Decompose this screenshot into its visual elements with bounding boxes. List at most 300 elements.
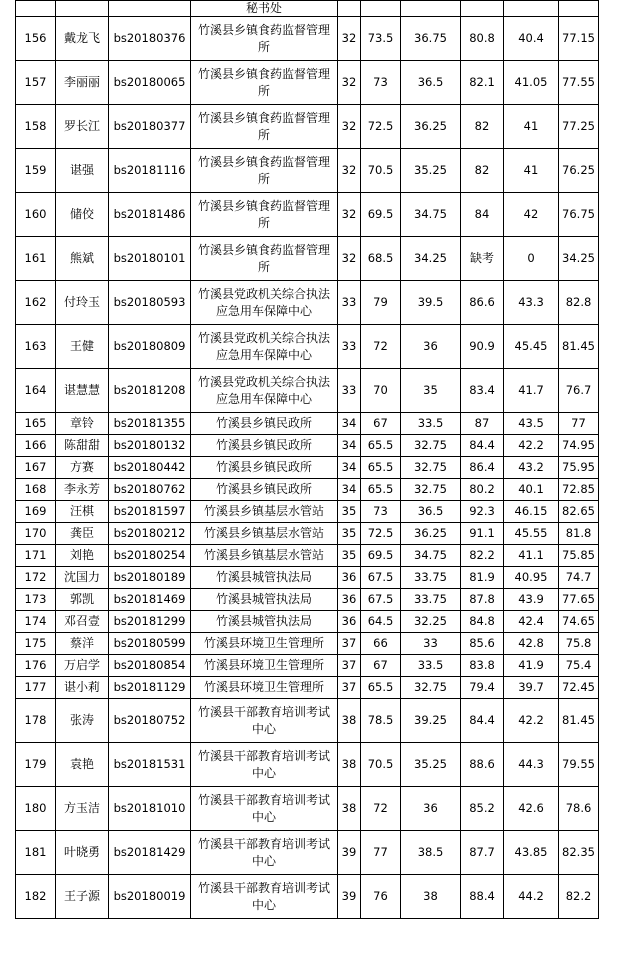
cell-written-score: 79 [361, 281, 401, 325]
cell-written-score: 76 [361, 875, 401, 919]
cell-exam-id: bs20180442 [109, 457, 191, 479]
cell-unit: 竹溪县城管执法局 [191, 589, 338, 611]
cell-position-code: 32 [338, 105, 361, 149]
cell-interview-score: 79.4 [461, 677, 504, 699]
cell-total-score: 74.7 [559, 567, 599, 589]
cell-interview-score: 84.8 [461, 611, 504, 633]
cell-no: 181 [16, 831, 56, 875]
cell-unit: 竹溪县乡镇食药监督管理所 [191, 149, 338, 193]
cell-written-score: 64.5 [361, 611, 401, 633]
cell-position-code: 39 [338, 875, 361, 919]
cell-total-score: 75.95 [559, 457, 599, 479]
cell-exam-id: bs20180132 [109, 435, 191, 457]
cell-interview-50pct: 43.5 [504, 413, 559, 435]
cell-name: 王子源 [56, 875, 109, 919]
cell-total-score: 75.85 [559, 545, 599, 567]
cell-exam-id: bs20181116 [109, 149, 191, 193]
cell-unit: 竹溪县乡镇食药监督管理所 [191, 105, 338, 149]
cell-unit: 竹溪县乡镇基层水管站 [191, 501, 338, 523]
cell-total-score: 77.25 [559, 105, 599, 149]
cell-unit: 竹溪县党政机关综合执法应急用车保障中心 [191, 369, 338, 413]
table-row [16, 61, 599, 105]
cell-unit: 竹溪县环境卫生管理所 [191, 677, 338, 699]
cell-written-50pct: 38.5 [401, 831, 461, 875]
cell-written-50pct: 32.75 [401, 677, 461, 699]
cell-written-50pct: 32.75 [401, 479, 461, 501]
cell-interview-50pct: 42.2 [504, 435, 559, 457]
cell-written-score: 67 [361, 413, 401, 435]
table-row [16, 633, 599, 655]
cell-total-score: 77.15 [559, 17, 599, 61]
cell-unit: 竹溪县党政机关综合执法应急用车保障中心 [191, 281, 338, 325]
cell-unit: 竹溪县乡镇基层水管站 [191, 523, 338, 545]
cell-unit: 竹溪县乡镇食药监督管理所 [191, 61, 338, 105]
cell-position-code: 36 [338, 589, 361, 611]
cell-written-50pct: 34.75 [401, 545, 461, 567]
cell-interview-50pct: 39.7 [504, 677, 559, 699]
cell-interview-50pct: 42.8 [504, 633, 559, 655]
cell-position-code: 32 [338, 17, 361, 61]
cell-exam-id: bs20181010 [109, 787, 191, 831]
cell-written-score: 66 [361, 633, 401, 655]
cell-interview-score: 86.4 [461, 457, 504, 479]
cell-total-score: 81.45 [559, 325, 599, 369]
cell-interview-score: 82.1 [461, 61, 504, 105]
cell-position-code: 39 [338, 831, 361, 875]
cell-interview-50pct: 41.05 [504, 61, 559, 105]
cell-unit: 竹溪县城管执法局 [191, 567, 338, 589]
cell-name: 谌小莉 [56, 677, 109, 699]
cell-exam-id: bs20180019 [109, 875, 191, 919]
cell-exam-id: bs20180599 [109, 633, 191, 655]
cell-no: 167 [16, 457, 56, 479]
cell-no: 182 [16, 875, 56, 919]
cell-exam-id: bs20180377 [109, 105, 191, 149]
cell-position-code: 35 [338, 523, 361, 545]
cell-written-score: 65.5 [361, 479, 401, 501]
cell-written-score: 73 [361, 61, 401, 105]
cell-written-score: 67 [361, 655, 401, 677]
cell-interview-50pct: 42.4 [504, 611, 559, 633]
cell-position-code: 34 [338, 413, 361, 435]
cell-name: 方玉洁 [56, 787, 109, 831]
cell-name: 汪棋 [56, 501, 109, 523]
cell-interview-50pct: 0 [504, 237, 559, 281]
cell-exam-id: bs20180065 [109, 61, 191, 105]
cell-interview-score: 86.6 [461, 281, 504, 325]
table-row [16, 501, 599, 523]
score-table-body [16, 1, 599, 919]
cell-name: 郭凯 [56, 589, 109, 611]
cell-written-50pct: 39.25 [401, 699, 461, 743]
cell-total-score: 81.45 [559, 699, 599, 743]
cell-written-50pct: 33.5 [401, 413, 461, 435]
cell-unit: 竹溪县乡镇基层水管站 [191, 545, 338, 567]
cell-blank [504, 1, 559, 17]
cell-total-score: 82.2 [559, 875, 599, 919]
cell-interview-50pct: 40.4 [504, 17, 559, 61]
table-row [16, 677, 599, 699]
cell-total-score: 82.65 [559, 501, 599, 523]
cell-position-code: 37 [338, 655, 361, 677]
cell-name: 李丽丽 [56, 61, 109, 105]
cell-interview-score: 87.8 [461, 589, 504, 611]
cell-no: 174 [16, 611, 56, 633]
cell-blank [361, 1, 401, 17]
cell-unit: 竹溪县乡镇民政所 [191, 413, 338, 435]
cell-exam-id: bs20180101 [109, 237, 191, 281]
cell-interview-score: 88.6 [461, 743, 504, 787]
cell-interview-score: 83.4 [461, 369, 504, 413]
cell-unit: 竹溪县环境卫生管理所 [191, 633, 338, 655]
cell-name: 邓召壹 [56, 611, 109, 633]
cell-unit: 竹溪县党政机关综合执法应急用车保障中心 [191, 325, 338, 369]
table-row [16, 281, 599, 325]
cell-name: 戴龙飞 [56, 17, 109, 61]
cell-written-50pct: 36 [401, 787, 461, 831]
cell-no: 164 [16, 369, 56, 413]
cell-position-code: 35 [338, 501, 361, 523]
cell-total-score: 34.25 [559, 237, 599, 281]
cell-interview-50pct: 42.2 [504, 699, 559, 743]
cell-exam-id: bs20180809 [109, 325, 191, 369]
cell-unit: 竹溪县乡镇食药监督管理所 [191, 193, 338, 237]
cell-interview-50pct: 43.3 [504, 281, 559, 325]
cell-exam-id: bs20181597 [109, 501, 191, 523]
cell-position-code: 33 [338, 281, 361, 325]
cell-no: 170 [16, 523, 56, 545]
cell-exam-id: bs20180854 [109, 655, 191, 677]
cell-interview-score: 84 [461, 193, 504, 237]
cell-exam-id: bs20181469 [109, 589, 191, 611]
table-row [16, 17, 599, 61]
cell-total-score: 76.7 [559, 369, 599, 413]
cell-interview-50pct: 44.2 [504, 875, 559, 919]
cell-interview-50pct: 41.1 [504, 545, 559, 567]
cell-interview-50pct: 45.55 [504, 523, 559, 545]
cell-written-50pct: 39.5 [401, 281, 461, 325]
cell-name: 袁艳 [56, 743, 109, 787]
cell-position-code: 36 [338, 611, 361, 633]
cell-interview-50pct: 40.1 [504, 479, 559, 501]
cell-unit: 竹溪县干部教育培训考试中心 [191, 875, 338, 919]
cell-written-50pct: 34.25 [401, 237, 461, 281]
cell-written-score: 72.5 [361, 105, 401, 149]
cell-exam-id: bs20181208 [109, 369, 191, 413]
cell-name: 熊斌 [56, 237, 109, 281]
cell-total-score: 79.55 [559, 743, 599, 787]
cell-interview-score: 84.4 [461, 699, 504, 743]
cell-interview-score: 80.2 [461, 479, 504, 501]
cell-unit: 竹溪县干部教育培训考试中心 [191, 743, 338, 787]
cell-interview-score: 85.6 [461, 633, 504, 655]
cell-interview-50pct: 43.85 [504, 831, 559, 875]
cell-name: 龚臣 [56, 523, 109, 545]
cell-no: 163 [16, 325, 56, 369]
table-row [16, 237, 599, 281]
cell-exam-id: bs20181129 [109, 677, 191, 699]
cell-no: 169 [16, 501, 56, 523]
cell-position-code: 34 [338, 479, 361, 501]
cell-interview-score: 83.8 [461, 655, 504, 677]
cell-name: 罗长江 [56, 105, 109, 149]
cell-no: 161 [16, 237, 56, 281]
table-row [16, 875, 599, 919]
cell-no: 158 [16, 105, 56, 149]
cell-interview-50pct: 42.6 [504, 787, 559, 831]
cell-interview-50pct: 41 [504, 105, 559, 149]
continued-header-row [16, 1, 599, 17]
cell-interview-score: 85.2 [461, 787, 504, 831]
cell-total-score: 77.65 [559, 589, 599, 611]
cell-interview-50pct: 41 [504, 149, 559, 193]
table-row [16, 435, 599, 457]
cell-name: 陈甜甜 [56, 435, 109, 457]
cell-exam-id: bs20180762 [109, 479, 191, 501]
cell-interview-50pct: 46.15 [504, 501, 559, 523]
cell-name: 储佼 [56, 193, 109, 237]
cell-written-score: 69.5 [361, 193, 401, 237]
cell-unit: 竹溪县乡镇民政所 [191, 457, 338, 479]
cell-exam-id: bs20180254 [109, 545, 191, 567]
continued-unit-cell: 秘书处 [191, 1, 338, 17]
cell-blank [109, 1, 191, 17]
cell-written-50pct: 33 [401, 633, 461, 655]
cell-written-score: 67.5 [361, 567, 401, 589]
cell-no: 179 [16, 743, 56, 787]
cell-name: 叶晓勇 [56, 831, 109, 875]
table-row [16, 743, 599, 787]
cell-interview-score: 88.4 [461, 875, 504, 919]
cell-blank [16, 1, 56, 17]
cell-position-code: 32 [338, 237, 361, 281]
cell-no: 177 [16, 677, 56, 699]
cell-no: 176 [16, 655, 56, 677]
table-row [16, 193, 599, 237]
cell-total-score: 75.8 [559, 633, 599, 655]
cell-name: 李永芳 [56, 479, 109, 501]
cell-position-code: 32 [338, 61, 361, 105]
cell-no: 157 [16, 61, 56, 105]
cell-interview-50pct: 42 [504, 193, 559, 237]
table-row [16, 699, 599, 743]
cell-exam-id: bs20181429 [109, 831, 191, 875]
cell-written-50pct: 32.75 [401, 435, 461, 457]
cell-interview-score: 82.2 [461, 545, 504, 567]
cell-no: 168 [16, 479, 56, 501]
cell-total-score: 82.35 [559, 831, 599, 875]
cell-written-50pct: 35.25 [401, 149, 461, 193]
cell-no: 173 [16, 589, 56, 611]
cell-interview-50pct: 43.2 [504, 457, 559, 479]
cell-no: 178 [16, 699, 56, 743]
cell-interview-50pct: 44.3 [504, 743, 559, 787]
table-row [16, 369, 599, 413]
cell-written-score: 73 [361, 501, 401, 523]
cell-written-score: 70.5 [361, 149, 401, 193]
cell-position-code: 38 [338, 743, 361, 787]
cell-total-score: 72.45 [559, 677, 599, 699]
cell-no: 171 [16, 545, 56, 567]
cell-position-code: 34 [338, 435, 361, 457]
cell-written-50pct: 36.25 [401, 523, 461, 545]
cell-interview-50pct: 43.9 [504, 589, 559, 611]
cell-written-50pct: 36 [401, 325, 461, 369]
cell-written-50pct: 36.5 [401, 501, 461, 523]
cell-interview-score: 90.9 [461, 325, 504, 369]
cell-position-code: 33 [338, 369, 361, 413]
cell-written-50pct: 36.25 [401, 105, 461, 149]
cell-position-code: 37 [338, 677, 361, 699]
table-row [16, 457, 599, 479]
cell-total-score: 77 [559, 413, 599, 435]
cell-interview-score: 81.9 [461, 567, 504, 589]
table-row [16, 479, 599, 501]
cell-name: 蔡洋 [56, 633, 109, 655]
cell-name: 谌强 [56, 149, 109, 193]
cell-written-50pct: 35 [401, 369, 461, 413]
cell-written-50pct: 38 [401, 875, 461, 919]
cell-name: 刘艳 [56, 545, 109, 567]
cell-name: 张涛 [56, 699, 109, 743]
cell-name: 沈国力 [56, 567, 109, 589]
cell-total-score: 75.4 [559, 655, 599, 677]
score-table [15, 0, 599, 919]
cell-total-score: 82.8 [559, 281, 599, 325]
cell-no: 156 [16, 17, 56, 61]
cell-interview-score: 缺考 [461, 237, 504, 281]
cell-interview-50pct: 45.45 [504, 325, 559, 369]
cell-position-code: 34 [338, 457, 361, 479]
table-row [16, 831, 599, 875]
cell-name: 方赛 [56, 457, 109, 479]
cell-written-score: 67.5 [361, 589, 401, 611]
cell-blank [461, 1, 504, 17]
cell-total-score: 78.6 [559, 787, 599, 831]
table-row [16, 567, 599, 589]
cell-name: 万启学 [56, 655, 109, 677]
cell-interview-50pct: 40.95 [504, 567, 559, 589]
cell-unit: 竹溪县干部教育培训考试中心 [191, 831, 338, 875]
cell-unit: 竹溪县城管执法局 [191, 611, 338, 633]
cell-position-code: 38 [338, 699, 361, 743]
cell-name: 付玲玉 [56, 281, 109, 325]
cell-interview-score: 91.1 [461, 523, 504, 545]
table-row [16, 413, 599, 435]
cell-written-score: 72.5 [361, 523, 401, 545]
cell-written-score: 65.5 [361, 677, 401, 699]
cell-name: 王健 [56, 325, 109, 369]
cell-blank [401, 1, 461, 17]
cell-written-50pct: 33.75 [401, 589, 461, 611]
cell-written-score: 73.5 [361, 17, 401, 61]
cell-written-score: 68.5 [361, 237, 401, 281]
cell-position-code: 32 [338, 193, 361, 237]
cell-written-score: 70.5 [361, 743, 401, 787]
cell-total-score: 77.55 [559, 61, 599, 105]
cell-unit: 竹溪县乡镇食药监督管理所 [191, 237, 338, 281]
table-row [16, 523, 599, 545]
cell-written-50pct: 32.75 [401, 457, 461, 479]
table-row [16, 149, 599, 193]
cell-exam-id: bs20181531 [109, 743, 191, 787]
cell-interview-score: 87.7 [461, 831, 504, 875]
table-row [16, 787, 599, 831]
cell-position-code: 37 [338, 633, 361, 655]
cell-unit: 竹溪县乡镇食药监督管理所 [191, 17, 338, 61]
cell-unit: 竹溪县干部教育培训考试中心 [191, 699, 338, 743]
cell-written-50pct: 33.5 [401, 655, 461, 677]
cell-total-score: 74.95 [559, 435, 599, 457]
cell-interview-score: 80.8 [461, 17, 504, 61]
cell-interview-score: 84.4 [461, 435, 504, 457]
cell-written-score: 69.5 [361, 545, 401, 567]
cell-interview-score: 87 [461, 413, 504, 435]
cell-written-50pct: 34.75 [401, 193, 461, 237]
cell-position-code: 36 [338, 567, 361, 589]
cell-written-score: 72 [361, 325, 401, 369]
cell-written-50pct: 36.5 [401, 61, 461, 105]
cell-name: 章铃 [56, 413, 109, 435]
table-row [16, 611, 599, 633]
cell-written-50pct: 32.25 [401, 611, 461, 633]
cell-interview-50pct: 41.9 [504, 655, 559, 677]
cell-exam-id: bs20180752 [109, 699, 191, 743]
cell-interview-score: 82 [461, 105, 504, 149]
cell-position-code: 32 [338, 149, 361, 193]
cell-blank [56, 1, 109, 17]
cell-written-50pct: 35.25 [401, 743, 461, 787]
cell-no: 166 [16, 435, 56, 457]
cell-written-score: 65.5 [361, 435, 401, 457]
cell-position-code: 38 [338, 787, 361, 831]
cell-exam-id: bs20181299 [109, 611, 191, 633]
cell-blank [338, 1, 361, 17]
cell-no: 162 [16, 281, 56, 325]
table-row [16, 655, 599, 677]
cell-exam-id: bs20181355 [109, 413, 191, 435]
cell-name: 谌慧慧 [56, 369, 109, 413]
cell-interview-score: 92.3 [461, 501, 504, 523]
table-row [16, 105, 599, 149]
cell-written-score: 70 [361, 369, 401, 413]
cell-written-50pct: 33.75 [401, 567, 461, 589]
cell-written-50pct: 36.75 [401, 17, 461, 61]
cell-unit: 竹溪县环境卫生管理所 [191, 655, 338, 677]
cell-no: 160 [16, 193, 56, 237]
cell-position-code: 35 [338, 545, 361, 567]
cell-blank [559, 1, 599, 17]
cell-exam-id: bs20180376 [109, 17, 191, 61]
cell-total-score: 81.8 [559, 523, 599, 545]
table-row [16, 325, 599, 369]
cell-interview-50pct: 41.7 [504, 369, 559, 413]
cell-interview-score: 82 [461, 149, 504, 193]
cell-position-code: 33 [338, 325, 361, 369]
cell-unit: 竹溪县干部教育培训考试中心 [191, 787, 338, 831]
cell-total-score: 72.85 [559, 479, 599, 501]
cell-no: 180 [16, 787, 56, 831]
cell-no: 175 [16, 633, 56, 655]
table-row [16, 589, 599, 611]
table-row [16, 545, 599, 567]
cell-no: 172 [16, 567, 56, 589]
cell-exam-id: bs20180189 [109, 567, 191, 589]
cell-exam-id: bs20181486 [109, 193, 191, 237]
cell-written-score: 78.5 [361, 699, 401, 743]
cell-no: 165 [16, 413, 56, 435]
cell-written-score: 65.5 [361, 457, 401, 479]
